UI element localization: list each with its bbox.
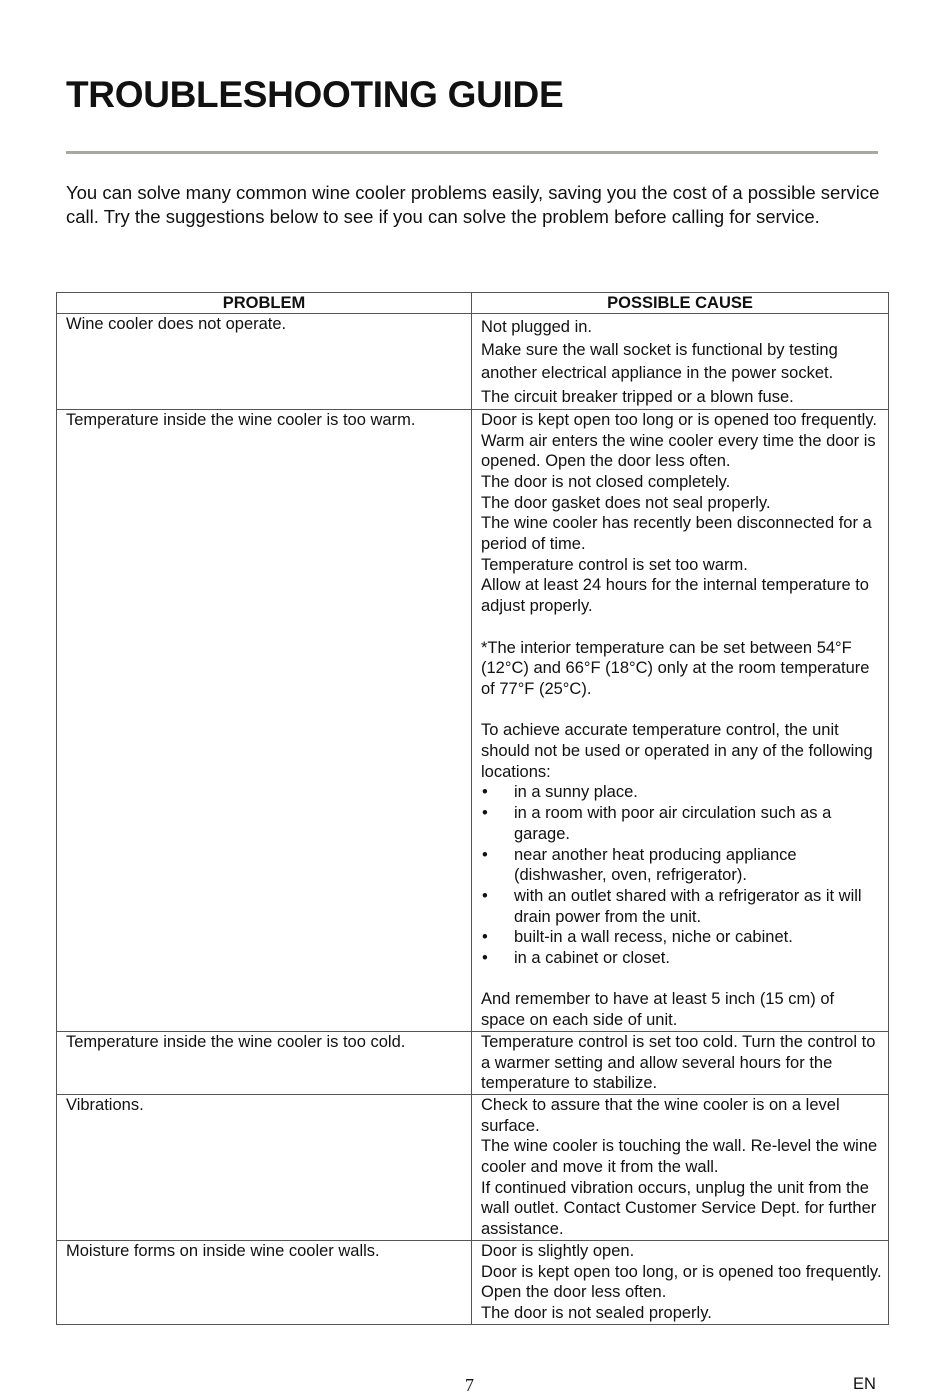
- table-row: [57, 1094, 889, 1240]
- table-header-row: [57, 293, 889, 314]
- list-item: • in a room with poor air circulation such as a garage.: [482, 804, 832, 843]
- cause-line: The wine cooler is touching the wall. Re-level the wine cooler and move it from the wall.: [481, 1137, 878, 1177]
- problem-cell: Temperature inside the wine cooler is too cold.: [57, 1031, 472, 1094]
- table-row: [57, 1240, 889, 1324]
- cause-line: The circuit breaker tripped or a blown fuse.: [481, 387, 794, 406]
- cause-cell: [472, 314, 889, 410]
- cause-cell: [472, 409, 889, 1031]
- troubleshooting-table: [56, 292, 889, 1325]
- page-number: 7: [465, 1375, 474, 1395]
- table-row: [57, 1031, 889, 1094]
- cause-line: The door is not closed completely.: [481, 472, 731, 491]
- cause-line: Not plugged in.: [481, 318, 592, 336]
- cause-line: Allow at least 24 hours for the internal temperature to adjust properly.: [481, 576, 869, 616]
- problem-cell: Moisture forms on inside wine cooler walls.: [57, 1240, 472, 1324]
- cause-line: If continued vibration occurs, unplug the unit from the wall outlet. Contact Customer Service Dept. for further assistance.: [481, 1178, 877, 1239]
- problem-column-header: PROBLEM: [57, 293, 472, 314]
- cause-line: Door is kept open too long, or is opened too frequently. Open the door less often.: [481, 1262, 882, 1302]
- cause-line: Check to assure that the wine cooler is on a level surface.: [481, 1095, 840, 1135]
- cause-cell: [472, 1031, 889, 1094]
- cause-line: The door gasket does not seal properly.: [481, 493, 771, 512]
- table-row: [57, 314, 889, 410]
- list-item: • near another heat producing appliance (dishwasher, oven, refrigerator).: [482, 845, 797, 885]
- language-code: EN: [853, 1375, 876, 1393]
- page-title: TROUBLESHOOTING GUIDE: [66, 74, 564, 115]
- bullet-icon: •: [482, 949, 488, 968]
- bullet-icon: •: [482, 783, 488, 802]
- table-row: [57, 409, 889, 1031]
- cause-line: Make sure the wall socket is functional by testing another electrical appliance in the power socket.: [481, 341, 838, 383]
- cause-cell: [472, 1094, 889, 1240]
- bullet-icon: •: [482, 845, 488, 864]
- list-item: • built-in a wall recess, niche or cabinet.: [482, 928, 793, 947]
- problem-cell: Vibrations.: [57, 1094, 472, 1240]
- cause-line: The door is not sealed properly.: [481, 1304, 712, 1322]
- cause-line: Door is kept open too long or is opened too frequently. Warm air enters the wine cooler every time the door is opened. Open the door less often.: [481, 410, 877, 471]
- bullet-icon: •: [482, 886, 488, 905]
- list-item: • in a sunny place.: [482, 783, 638, 802]
- bullet-icon: •: [482, 804, 488, 823]
- title-divider: [66, 151, 878, 154]
- problem-cell: Wine cooler does not operate.: [57, 314, 472, 410]
- spacing-reminder: And remember to have at least 5 inch (15 cm) of space on each side of unit.: [481, 990, 835, 1030]
- cause-line: The wine cooler has recently been disconnected for a period of time.: [481, 514, 872, 554]
- list-item: • with an outlet shared with a refrigerator as it will drain power from the unit.: [482, 886, 862, 926]
- list-item: • in a cabinet or closet.: [482, 949, 670, 968]
- intro-paragraph: You can solve many common wine cooler problems easily, saving you the cost of a possible service call. Try the suggestions below to see if you can solve the problem before calling for service.: [66, 182, 880, 227]
- temperature-note: *The interior temperature can be set between 54°F (12°C) and 66°F (18°C) only at the room temperature of 77°F (25°C).: [481, 638, 870, 698]
- problem-cell: Temperature inside the wine cooler is too warm.: [57, 409, 472, 1031]
- cause-line: Temperature control is set too warm.: [481, 555, 748, 574]
- bullet-icon: •: [482, 928, 488, 947]
- cause-line: Door is slightly open.: [481, 1241, 635, 1260]
- cause-cell: [472, 1240, 889, 1324]
- cause-column-header: POSSIBLE CAUSE: [472, 293, 889, 314]
- cause-line: Temperature control is set too cold. Turn the control to a warmer setting and allow several hours for the temperature to stabilize.: [481, 1032, 876, 1093]
- locations-intro: To achieve accurate temperature control, the unit should not be used or operated in any of the following locations:: [481, 721, 873, 781]
